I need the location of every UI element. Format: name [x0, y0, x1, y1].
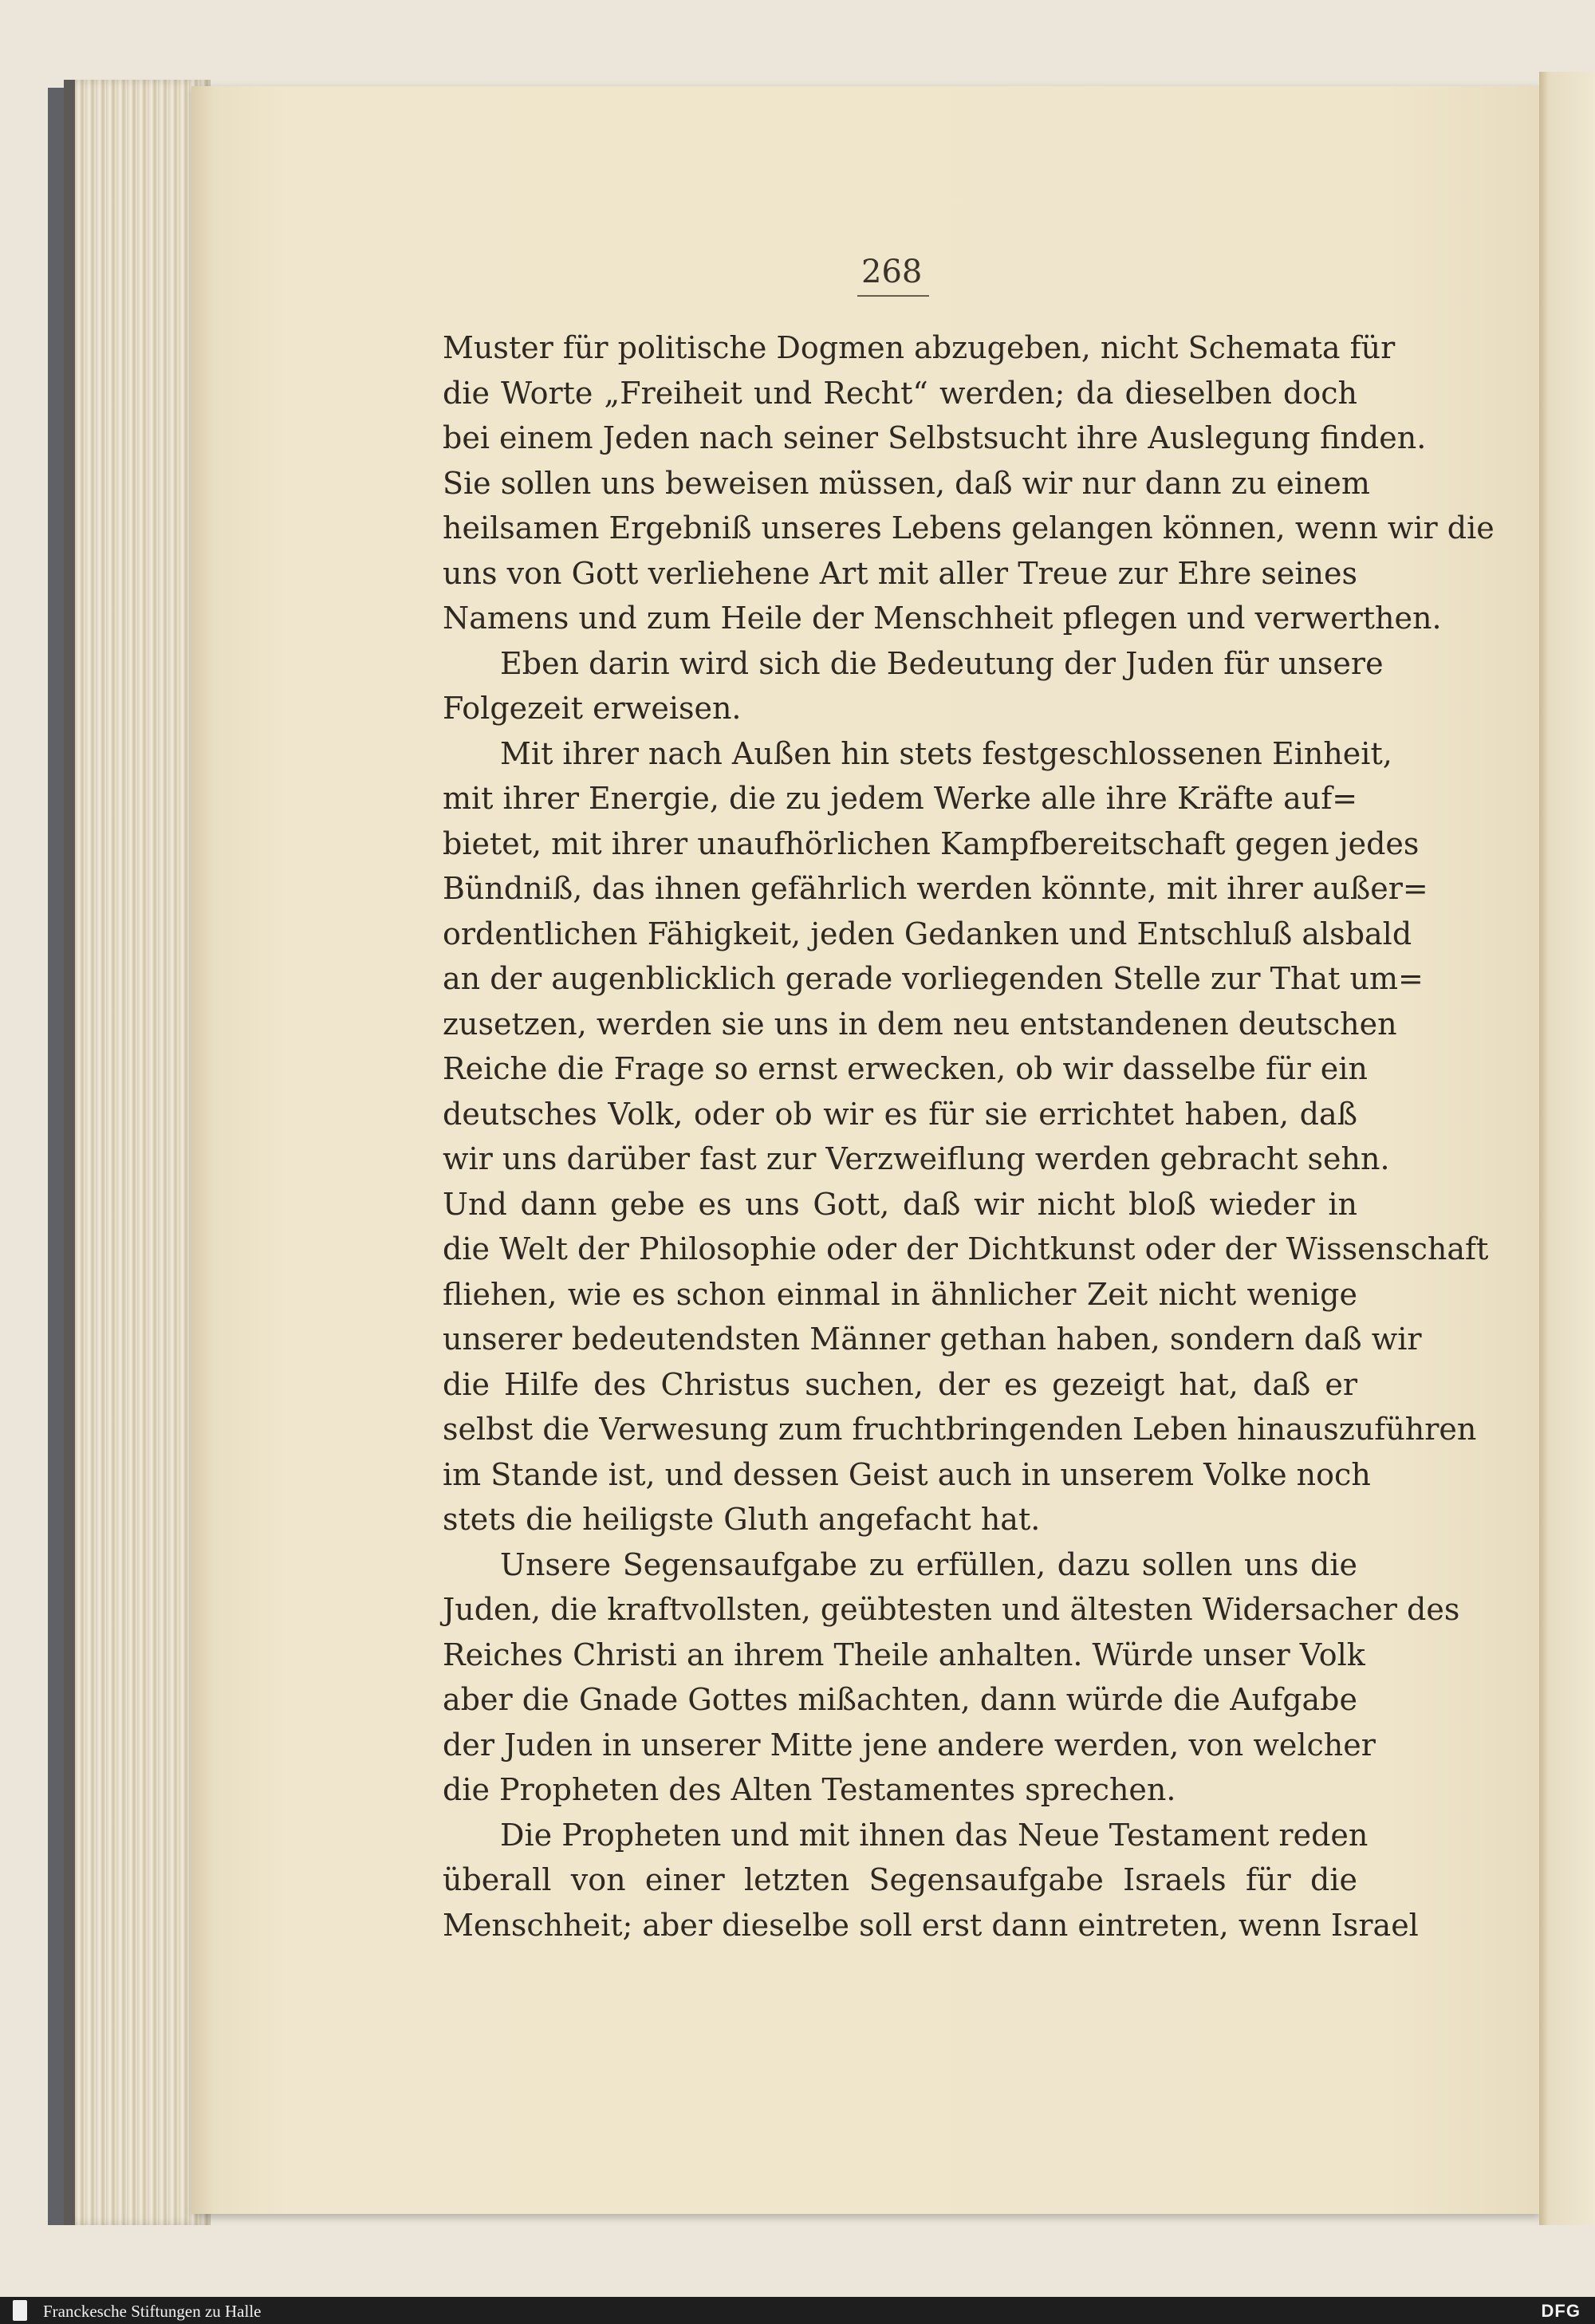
text-line: Unsere Segensaufgabe zu erfüllen, dazu sollen uns die: [500, 1546, 1357, 1582]
text-line: Menschheit; aber dieselbe soll erst dann eintreten, wenn Israel: [443, 1907, 1419, 1943]
next-page-edge: [1539, 72, 1595, 2225]
text-line: heilsamen Ergebniß unseres Lebens gelangen können, wenn wir die: [443, 510, 1495, 546]
text-line: aber die Gnade Gottes mißachten, dann würde die Aufgabe: [443, 1682, 1357, 1717]
text-line: ordentlichen Fähigkeit, jeden Gedanken und Entschluß alsbald: [443, 916, 1412, 951]
text-line: die Welt der Philosophie oder der Dichtkunst oder der Wissenschaft: [443, 1231, 1489, 1266]
text-line: Muster für politische Dogmen abzugeben, nicht Schemata für: [443, 330, 1396, 365]
text-line: Mit ihrer nach Außen hin stets festgeschlossenen Einheit,: [500, 735, 1392, 771]
text-line: bietet, mit ihrer unaufhörlichen Kampfbereitschaft gegen jedes: [443, 825, 1420, 861]
text-line: Reiche die Frage so ernst erwecken, ob wir dasselbe für ein: [443, 1051, 1368, 1086]
text-line: die Worte „Freiheit und Recht“ werden; da dieselben doch: [443, 375, 1357, 411]
viewer-footer: [0, 2297, 1595, 2324]
text-line: der Juden in unserer Mitte jene andere werden, von welcher: [443, 1727, 1376, 1763]
text-line: Folgezeit erweisen.: [443, 691, 742, 726]
body-text: [443, 325, 1495, 1948]
text-line: Juden, die kraftvollsten, geübtesten und ältesten Widersacher des: [443, 1592, 1460, 1627]
text-line: Namens und zum Heile der Menschheit pflegen und verwerthen.: [443, 601, 1442, 636]
text-line: Sie sollen uns beweisen müssen, daß wir nur dann zu einem: [443, 465, 1370, 501]
book-page-stack: [64, 80, 211, 2225]
text-line: im Stande ist, und dessen Geist auch in unserem Volke noch: [443, 1456, 1371, 1492]
institution-logo-icon: [13, 2300, 27, 2321]
text-line: Reiches Christi an ihrem Theile anhalten. Würde unser Volk: [443, 1637, 1365, 1672]
dfg-logo: DFG: [1541, 2301, 1581, 2321]
text-line: Eben darin wird sich die Bedeutung der Juden für unsere: [500, 645, 1384, 681]
text-line: unserer bedeutendsten Männer gethan haben, sondern daß wir: [443, 1322, 1422, 1357]
text-line: deutsches Volk, oder ob wir es für sie errichtet haben, daß: [443, 1096, 1357, 1132]
text-line: uns von Gott verliehene Art mit aller Treue zur Ehre seines: [443, 555, 1357, 591]
text-line: die Hilfe des Christus suchen, der es gezeigt hat, daß er: [443, 1366, 1357, 1402]
text-line: Die Propheten und mit ihnen das Neue Testament reden: [500, 1817, 1369, 1853]
text-line: Und dann gebe es uns Gott, daß wir nicht bloß wieder in: [443, 1186, 1357, 1222]
text-line: an der augenblicklich gerade vorliegenden Stelle zur That um=: [443, 961, 1424, 996]
text-line: stets die heiligste Gluth angefacht hat.: [443, 1502, 1041, 1537]
text-line: die Propheten des Alten Testamentes sprechen.: [443, 1772, 1176, 1807]
text-line: selbst die Verwesung zum fruchtbringenden Leben hinauszuführen: [443, 1412, 1477, 1447]
text-line: bei einem Jeden nach seiner Selbstsucht ihre Auslegung finden.: [443, 420, 1427, 455]
text-line: überall von einer letzten Segensaufgabe Israels für die: [443, 1862, 1357, 1897]
text-line: fliehen, wie es schon einmal in ähnlicher Zeit nicht wenige: [443, 1276, 1357, 1312]
text-line: mit ihrer Energie, die zu jedem Werke alle ihre Kräfte auf=: [443, 781, 1358, 816]
page-number-rule: [857, 295, 929, 297]
text-line: wir uns darüber fast zur Verzweiflung werden gebracht sehn.: [443, 1141, 1390, 1176]
institution-name: Franckesche Stiftungen zu Halle: [43, 2302, 262, 2321]
page-number: 268: [861, 254, 923, 290]
text-line: zusetzen, werden sie uns in dem neu entstandenen deutschen: [443, 1006, 1397, 1042]
text-line: Bündniß, das ihnen gefährlich werden könnte, mit ihrer außer=: [443, 871, 1428, 906]
